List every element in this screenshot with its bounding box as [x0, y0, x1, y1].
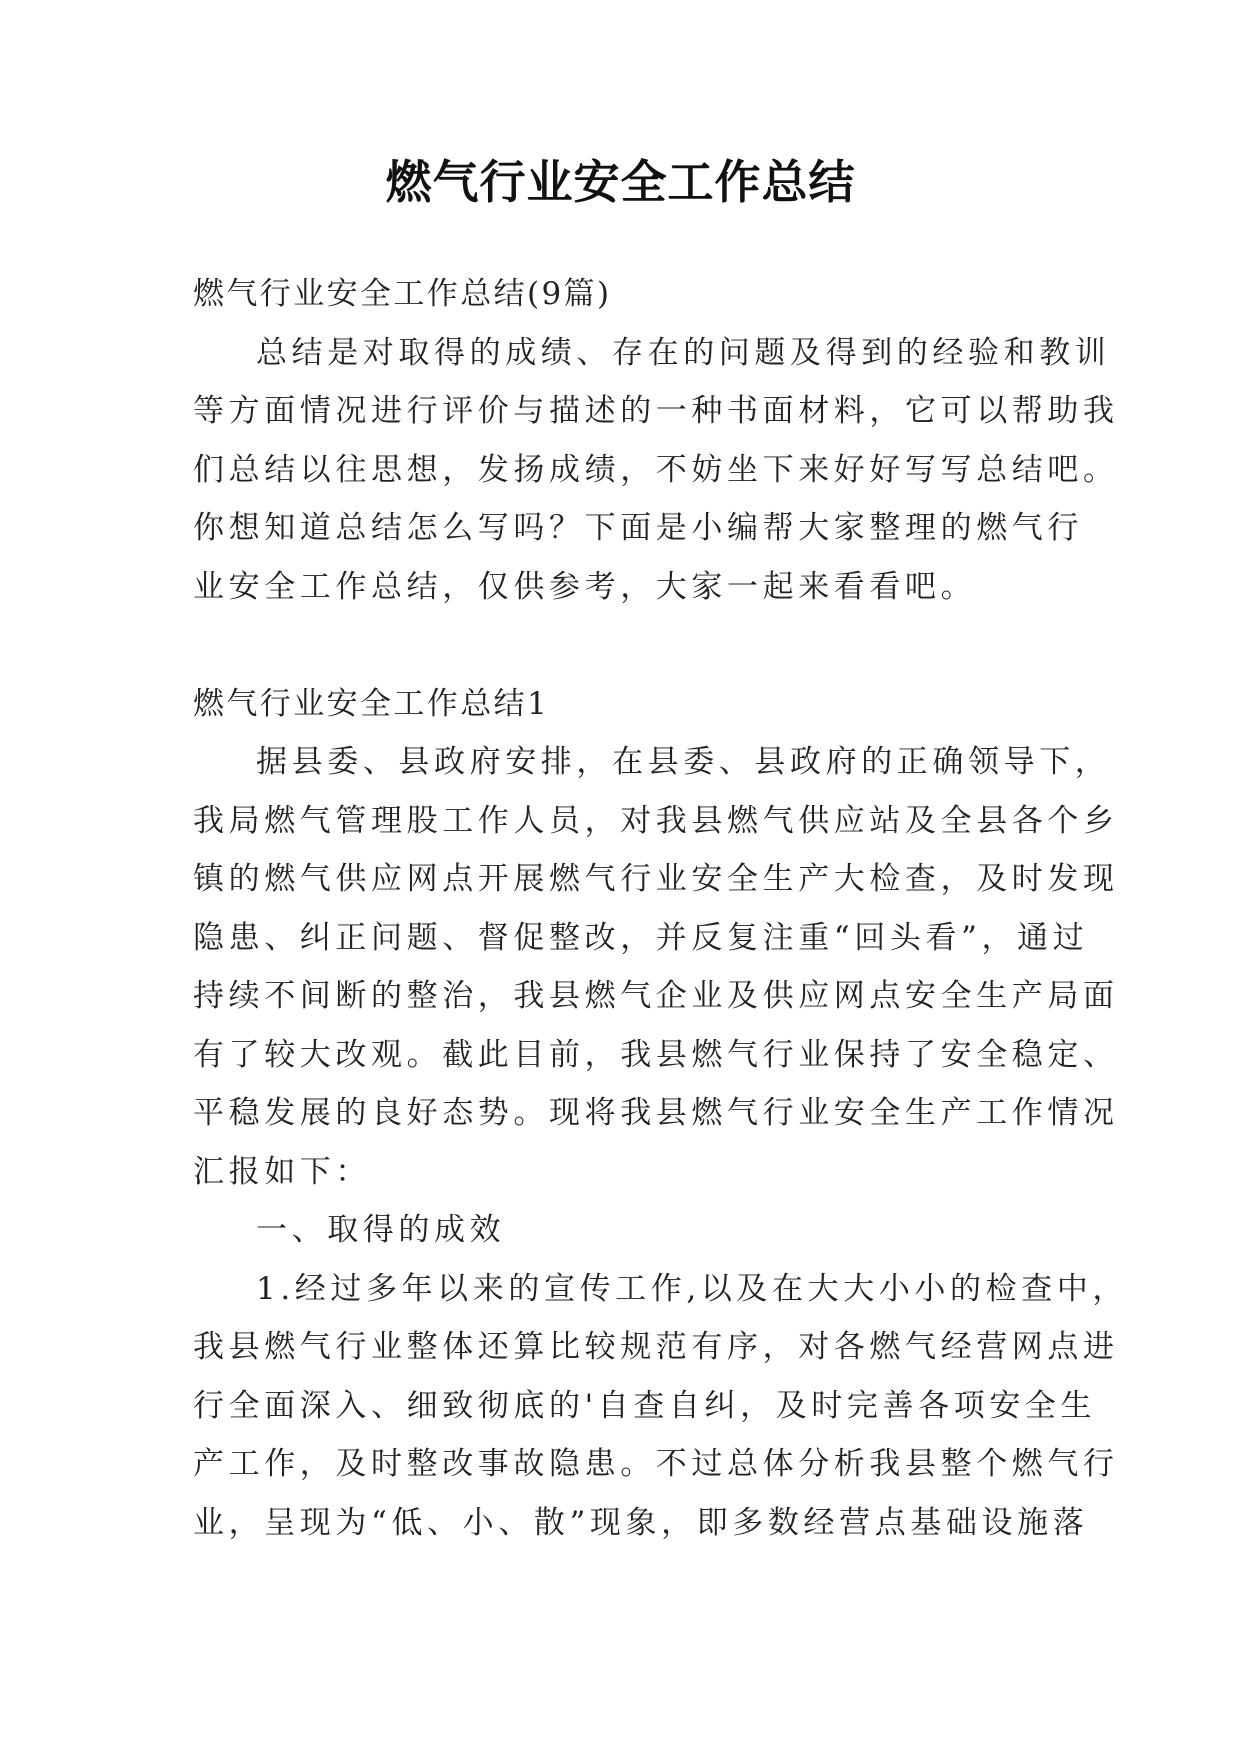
paragraph-line: 你想知道总结怎么写吗？下面是小编帮大家整理的燃气行 [193, 510, 1083, 546]
paragraph-line: 据县委、县政府安排，在县委、县政府的正确领导下， [256, 744, 1111, 780]
section-heading: 燃气行业安全工作总结(9篇) [193, 276, 612, 312]
document-title: 燃气行业安全工作总结 [385, 155, 856, 209]
paragraph-line: 有了较大改观。截此目前，我县燃气行业保持了安全稳定、 [193, 1036, 1119, 1073]
paragraph-line: 等方面情况进行评价与描述的一种书面材料，它可以帮助我 [193, 393, 1119, 429]
paragraph-line: 我县燃气行业整体还算比较规范有序，对各燃气经营网点进 [193, 1329, 1119, 1365]
section-heading: 燃气行业安全工作总结1 [193, 685, 550, 722]
paragraph-line: 1.经过多年以来的宣传工作,以及在大大小小的检查中， [256, 1270, 1129, 1307]
paragraph-line: 我局燃气管理股工作人员，对我县燃气供应站及全县各个乡 [193, 802, 1119, 839]
paragraph-line: 业，呈现为“低、小、散”现象，即多数经营点基础设施落 [193, 1504, 1089, 1541]
paragraph-line: 们总结以往思想，发扬成绩，不妨坐下来好好写写总结吧。 [193, 451, 1119, 488]
paragraph-line: 汇报如下： [193, 1153, 371, 1190]
paragraph-line: 持续不间断的整治，我县燃气企业及供应网点安全生产局面 [193, 978, 1119, 1014]
paragraph-line: 镇的燃气供应网点开展燃气行业安全生产大检查，及时发现 [193, 861, 1119, 897]
subsection-heading: 一、取得的成效 [256, 1212, 506, 1248]
paragraph-line: 产工作，及时整改事故隐患。不过总体分析我县整个燃气行 [193, 1446, 1119, 1482]
paragraph-line: 行全面深入、细致彻底的'自查自纠，及时完善各项安全生 [193, 1387, 1097, 1424]
paragraph-line: 隐患、纠正问题、督促整改，并反复注重“回头看”，通过 [193, 919, 1089, 956]
paragraph-line: 平稳发展的良好态势。现将我县燃气行业安全生产工作情况 [193, 1095, 1119, 1131]
document-body [193, 265, 1129, 1552]
paragraph-spacer [193, 616, 1055, 675]
paragraph-line: 总结是对取得的成绩、存在的问题及得到的经验和教训 [256, 334, 1111, 371]
paragraph-line: 业安全工作总结，仅供参考，大家一起来看看吧。 [193, 568, 977, 605]
